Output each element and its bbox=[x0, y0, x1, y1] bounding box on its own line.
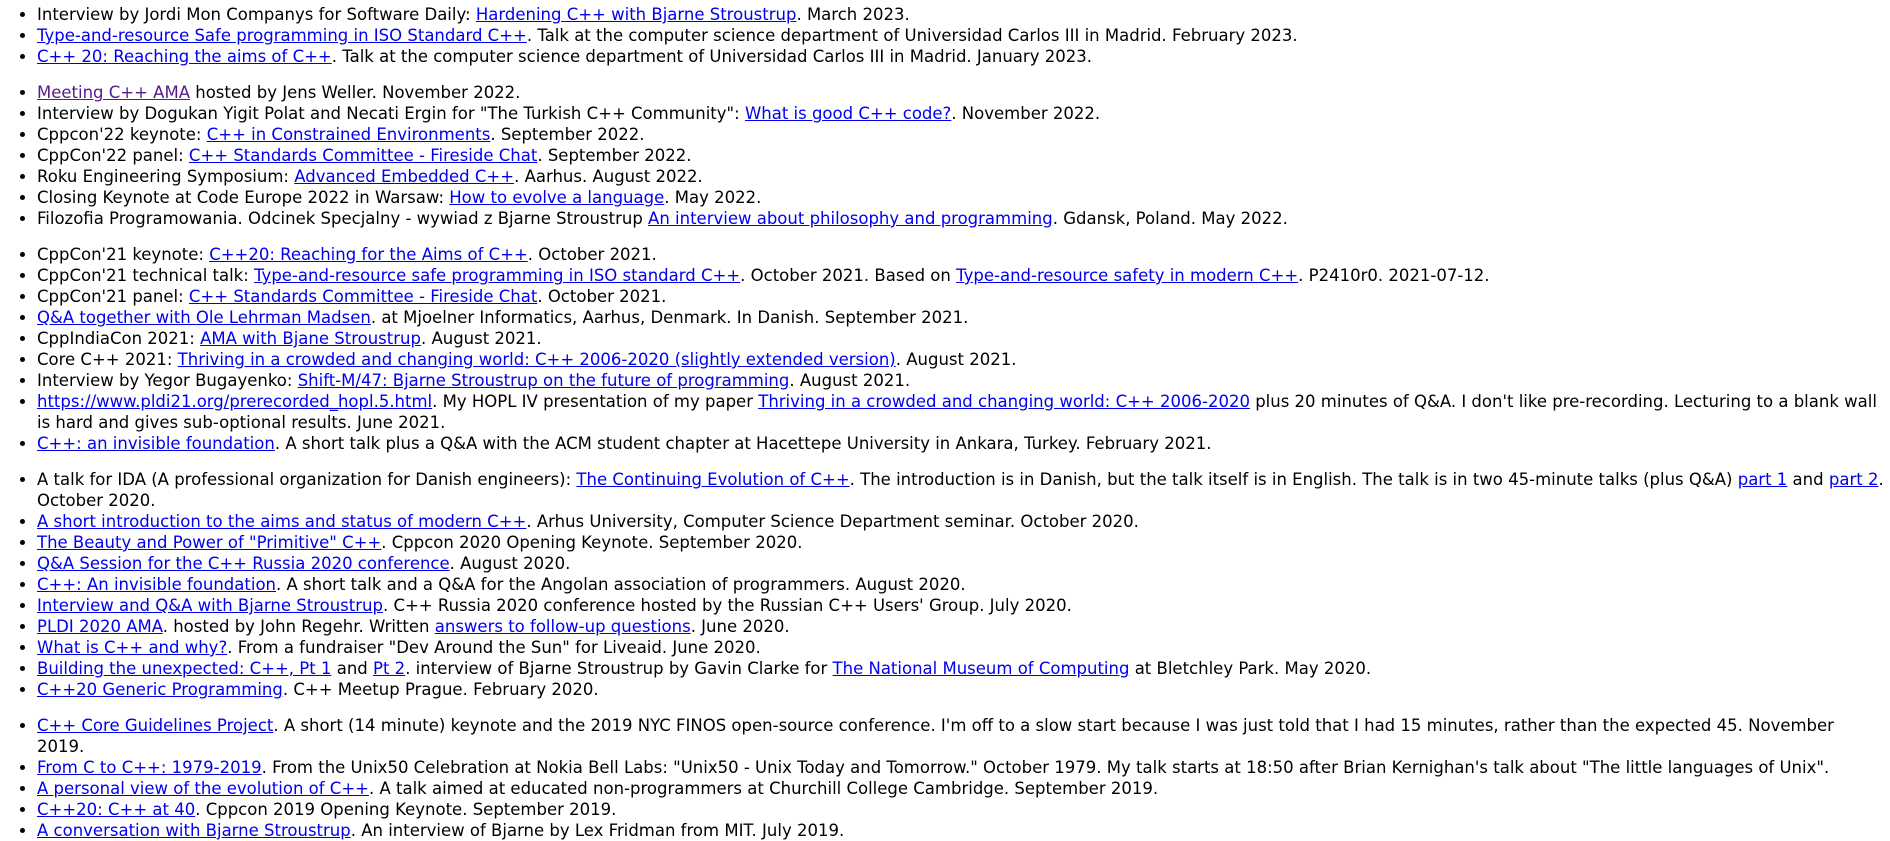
talk-description-text: . September 2022. bbox=[537, 146, 692, 165]
talk-description-text: . Arhus University, Computer Science Department seminar. October 2020. bbox=[526, 512, 1139, 531]
talk-list-item bbox=[37, 553, 1886, 574]
talk-description-text: . A short (14 minute) keynote and the 2019 NYC FINOS open-source conference. I'm off to a slow start because I was just told that I had 15 minutes, rather than the expected 45. November 2019. bbox=[37, 716, 1834, 756]
talk-list-section bbox=[0, 715, 1886, 841]
talk-link[interactable]: A personal view of the evolution of C++ bbox=[37, 779, 369, 798]
talk-description-text: . September 2022. bbox=[490, 125, 645, 144]
talk-description-text: . Talk at the computer science department of Universidad Carlos III in Madrid. February 2023. bbox=[526, 26, 1298, 45]
talk-description-text: . August 2021. bbox=[420, 329, 542, 348]
talk-description-text: CppIndiaCon 2021: bbox=[37, 329, 201, 348]
talk-description-text: . A talk aimed at educated non-programmers at Churchill College Cambridge. September 2019. bbox=[368, 779, 1159, 798]
talk-description-text: CppCon'22 panel: bbox=[37, 146, 189, 165]
talk-description-text: CppCon'21 technical talk: bbox=[37, 266, 255, 285]
talk-description-text: . interview of Bjarne Stroustrup by Gavin Clarke for bbox=[405, 659, 833, 678]
talk-description-text: and bbox=[1787, 470, 1829, 489]
talk-list-item bbox=[37, 46, 1886, 67]
talk-description-text: . June 2020. bbox=[690, 617, 790, 636]
talk-link[interactable]: C++: An invisible foundation bbox=[37, 575, 277, 594]
talk-list-item bbox=[37, 349, 1886, 370]
talk-link[interactable]: What is C++ and why? bbox=[37, 638, 228, 657]
talk-description-text: . The introduction is in Danish, but the talk itself is in English. The talk is in two 45-minute talks (plus Q&A) bbox=[849, 470, 1738, 489]
talk-link[interactable]: PLDI 2020 AMA bbox=[37, 617, 163, 636]
talk-list-item bbox=[37, 208, 1886, 229]
talk-description-text: . October 2021. bbox=[527, 245, 657, 264]
talk-description-text: . October 2021. bbox=[537, 287, 667, 306]
talk-link[interactable]: Q&A Session for the C++ Russia 2020 conference bbox=[37, 554, 450, 573]
talk-description-text: . Talk at the computer science department of Universidad Carlos III in Madrid. January 2023. bbox=[331, 47, 1092, 66]
talk-description-text: . Cppcon 2020 Opening Keynote. September 2020. bbox=[381, 533, 803, 552]
talk-list-item bbox=[37, 820, 1886, 841]
talk-list-item bbox=[37, 433, 1886, 454]
talk-link[interactable]: C++ Standards Committee - Fireside Chat bbox=[188, 146, 538, 165]
talk-list-item bbox=[37, 286, 1886, 307]
talk-link[interactable]: C++: an invisible foundation bbox=[37, 434, 275, 453]
talk-list-section bbox=[0, 4, 1886, 67]
talk-description-text: and bbox=[331, 659, 374, 678]
talk-link[interactable]: Pt 2 bbox=[373, 659, 406, 678]
talk-list-item bbox=[37, 4, 1886, 25]
talk-list-item bbox=[37, 370, 1886, 391]
talk-description-text: Closing Keynote at Code Europe 2022 in Warsaw: bbox=[37, 188, 450, 207]
talk-list-item bbox=[37, 616, 1886, 637]
talk-description-text: hosted by Jens Weller. November 2022. bbox=[190, 83, 521, 102]
talk-link[interactable]: Building the unexpected: C++, Pt 1 bbox=[37, 659, 332, 678]
talk-description-text: at Bletchley Park. May 2020. bbox=[1129, 659, 1372, 678]
talk-description-text: Core C++ 2021: bbox=[37, 350, 178, 369]
talk-description-text: . August 2021. bbox=[789, 371, 911, 390]
talk-description-text: . C++ Meetup Prague. February 2020. bbox=[282, 680, 599, 699]
talk-list-item bbox=[37, 757, 1886, 778]
talk-link[interactable]: The National Museum of Computing bbox=[832, 659, 1130, 678]
talk-description-text: . May 2022. bbox=[664, 188, 762, 207]
talk-description-text: Filozofia Programowania. Odcinek Specjalny - wywiad z Bjarne Stroustrup bbox=[37, 209, 649, 228]
talk-description-text: Roku Engineering Symposium: bbox=[37, 167, 295, 186]
talk-list-section bbox=[0, 82, 1886, 229]
talk-list-section bbox=[0, 244, 1886, 454]
talk-list-section bbox=[0, 469, 1886, 700]
talk-description-text: . My HOPL IV presentation of my paper bbox=[432, 392, 759, 411]
talk-link[interactable]: answers to follow-up questions bbox=[434, 617, 691, 636]
talk-link[interactable]: Shift-M/47: Bjarne Stroustrup on the future of programming bbox=[297, 371, 790, 390]
talk-link[interactable]: AMA with Bjane Stroustrup bbox=[200, 329, 421, 348]
talk-list-item bbox=[37, 658, 1886, 679]
talk-description-text: A talk for IDA (A professional organization for Danish engineers): bbox=[37, 470, 577, 489]
talk-list-item bbox=[37, 469, 1886, 511]
talk-list-item bbox=[37, 265, 1886, 286]
talk-description-text: CppCon'21 panel: bbox=[37, 287, 189, 306]
talk-description-text: . From the Unix50 Celebration at Nokia Bell Labs: "Unix50 - Unix Today and Tomorrow." October 1979. My talk starts at 18:50 after Brian Kernighan's talk about "The little languages of Unix". bbox=[261, 758, 1830, 777]
talk-list-item bbox=[37, 25, 1886, 46]
talk-description-text: . August 2021. bbox=[895, 350, 1017, 369]
talk-list-item bbox=[37, 511, 1886, 532]
talk-link[interactable]: C++20: Reaching for the Aims of C++ bbox=[209, 245, 528, 264]
talk-description-text: Interview by Yegor Bugayenko: bbox=[37, 371, 298, 390]
talk-description-text: . A short talk and a Q&A for the Angolan association of programmers. August 2020. bbox=[276, 575, 966, 594]
talk-description-text: . Cppcon 2019 Opening Keynote. September 2019. bbox=[195, 800, 617, 819]
talk-list-item bbox=[37, 778, 1886, 799]
talk-link[interactable]: A conversation with Bjarne Stroustrup bbox=[37, 821, 351, 840]
talk-list-item bbox=[37, 679, 1886, 700]
talk-link[interactable]: Thriving in a crowded and changing world: C++ 2006-2020 bbox=[758, 392, 1250, 411]
talk-description-text: . at Mjoelner Informatics, Aarhus, Denmark. In Danish. September 2021. bbox=[370, 308, 969, 327]
talk-description-text: . August 2020. bbox=[449, 554, 571, 573]
talk-list-item bbox=[37, 799, 1886, 820]
talk-description-text: CppCon'21 keynote: bbox=[37, 245, 210, 264]
talk-link[interactable]: From C to C++: 1979-2019 bbox=[37, 758, 262, 777]
talk-link[interactable]: C++20 Generic Programming bbox=[37, 680, 283, 699]
talk-description-text: Interview by Dogukan Yigit Polat and Necati Ergin for "The Turkish C++ Community": bbox=[37, 104, 745, 123]
talk-link[interactable]: What is good C++ code? bbox=[744, 104, 952, 123]
talk-link[interactable]: Advanced Embedded C++ bbox=[294, 167, 515, 186]
talk-list-item bbox=[37, 391, 1886, 433]
talk-description-text: . November 2022. bbox=[951, 104, 1101, 123]
talk-description-text: . C++ Russia 2020 conference hosted by the Russian C++ Users' Group. July 2020. bbox=[382, 596, 1072, 615]
talk-link[interactable]: C++ in Constrained Environments bbox=[206, 125, 491, 144]
talk-link[interactable]: Type-and-resource Safe programming in ISO Standard C++ bbox=[37, 26, 527, 45]
talk-link[interactable]: How to evolve a language bbox=[449, 188, 665, 207]
talk-link[interactable]: C++20: C++ at 40 bbox=[37, 800, 196, 819]
talk-link[interactable]: https://www.pldi21.org/prerecorded_hopl.5.html bbox=[37, 392, 433, 411]
talk-list-item bbox=[37, 145, 1886, 166]
talk-list-item bbox=[37, 124, 1886, 145]
talk-link[interactable]: The Beauty and Power of "Primitive" C++ bbox=[37, 533, 382, 552]
talk-link[interactable]: C++ Core Guidelines Project bbox=[37, 716, 274, 735]
talk-list-item bbox=[37, 103, 1886, 124]
talk-description-text: Interview by Jordi Mon Companys for Software Daily: bbox=[37, 5, 476, 24]
talk-list-item bbox=[37, 595, 1886, 616]
talk-list-item bbox=[37, 187, 1886, 208]
talk-link[interactable]: Interview and Q&A with Bjarne Stroustrup bbox=[37, 596, 383, 615]
talk-description-text: Cppcon'22 keynote: bbox=[37, 125, 207, 144]
talk-link[interactable]: part 1 bbox=[1737, 470, 1788, 489]
talk-link[interactable]: The Continuing Evolution of C++ bbox=[576, 470, 850, 489]
talk-link[interactable]: Q&A together with Ole Lehrman Madsen bbox=[37, 308, 371, 327]
talk-description-text: . From a fundraiser "Dev Around the Sun" for Liveaid. June 2020. bbox=[227, 638, 761, 657]
talk-list-item bbox=[37, 307, 1886, 328]
talk-link[interactable]: C++ Standards Committee - Fireside Chat bbox=[188, 287, 538, 306]
talk-link[interactable]: part 2 bbox=[1828, 470, 1879, 489]
talk-description-text: . hosted by John Regehr. Written bbox=[162, 617, 435, 636]
talk-description-text: plus 20 minutes of Q&A. I don't like pre-recording. Lecturing to a blank wall is hard and gives sub-optional results. June 2021. bbox=[37, 392, 1877, 432]
talk-description-text: . October 2020. bbox=[37, 470, 1884, 510]
talk-description-text: . March 2023. bbox=[796, 5, 910, 24]
talk-list-item bbox=[37, 244, 1886, 265]
talk-list-item bbox=[37, 82, 1886, 103]
talk-link[interactable]: Type-and-resource safe programming in ISO standard C++ bbox=[254, 266, 741, 285]
talk-link[interactable]: Hardening C++ with Bjarne Stroustrup bbox=[475, 5, 797, 24]
talk-link[interactable]: A short introduction to the aims and status of modern C++ bbox=[37, 512, 527, 531]
talk-description-text: . An interview of Bjarne by Lex Fridman from MIT. July 2019. bbox=[350, 821, 845, 840]
talk-description-text: . Gdansk, Poland. May 2022. bbox=[1052, 209, 1288, 228]
talk-list-item bbox=[37, 715, 1886, 757]
talk-list-item bbox=[37, 637, 1886, 658]
talk-link[interactable]: C++ 20: Reaching the aims of C++ bbox=[37, 47, 332, 66]
talk-description-text: . Aarhus. August 2022. bbox=[514, 167, 703, 186]
talk-list-item bbox=[37, 166, 1886, 187]
talk-link[interactable]: An interview about philosophy and programming bbox=[648, 209, 1053, 228]
talk-link[interactable]: Meeting C++ AMA bbox=[37, 83, 190, 102]
talk-description-text: . P2410r0. 2021-07-12. bbox=[1298, 266, 1490, 285]
talk-link[interactable]: Thriving in a crowded and changing world: C++ 2006-2020 (slightly extended version) bbox=[177, 350, 896, 369]
talk-list-item bbox=[37, 328, 1886, 349]
talk-list-item bbox=[37, 574, 1886, 595]
talk-list-item bbox=[37, 532, 1886, 553]
talk-description-text: . A short talk plus a Q&A with the ACM student chapter at Hacettepe University in Ankara, Turkey. February 2021. bbox=[274, 434, 1212, 453]
talk-description-text: . October 2021. Based on bbox=[740, 266, 957, 285]
talk-link[interactable]: Type-and-resource safety in modern C++ bbox=[956, 266, 1299, 285]
